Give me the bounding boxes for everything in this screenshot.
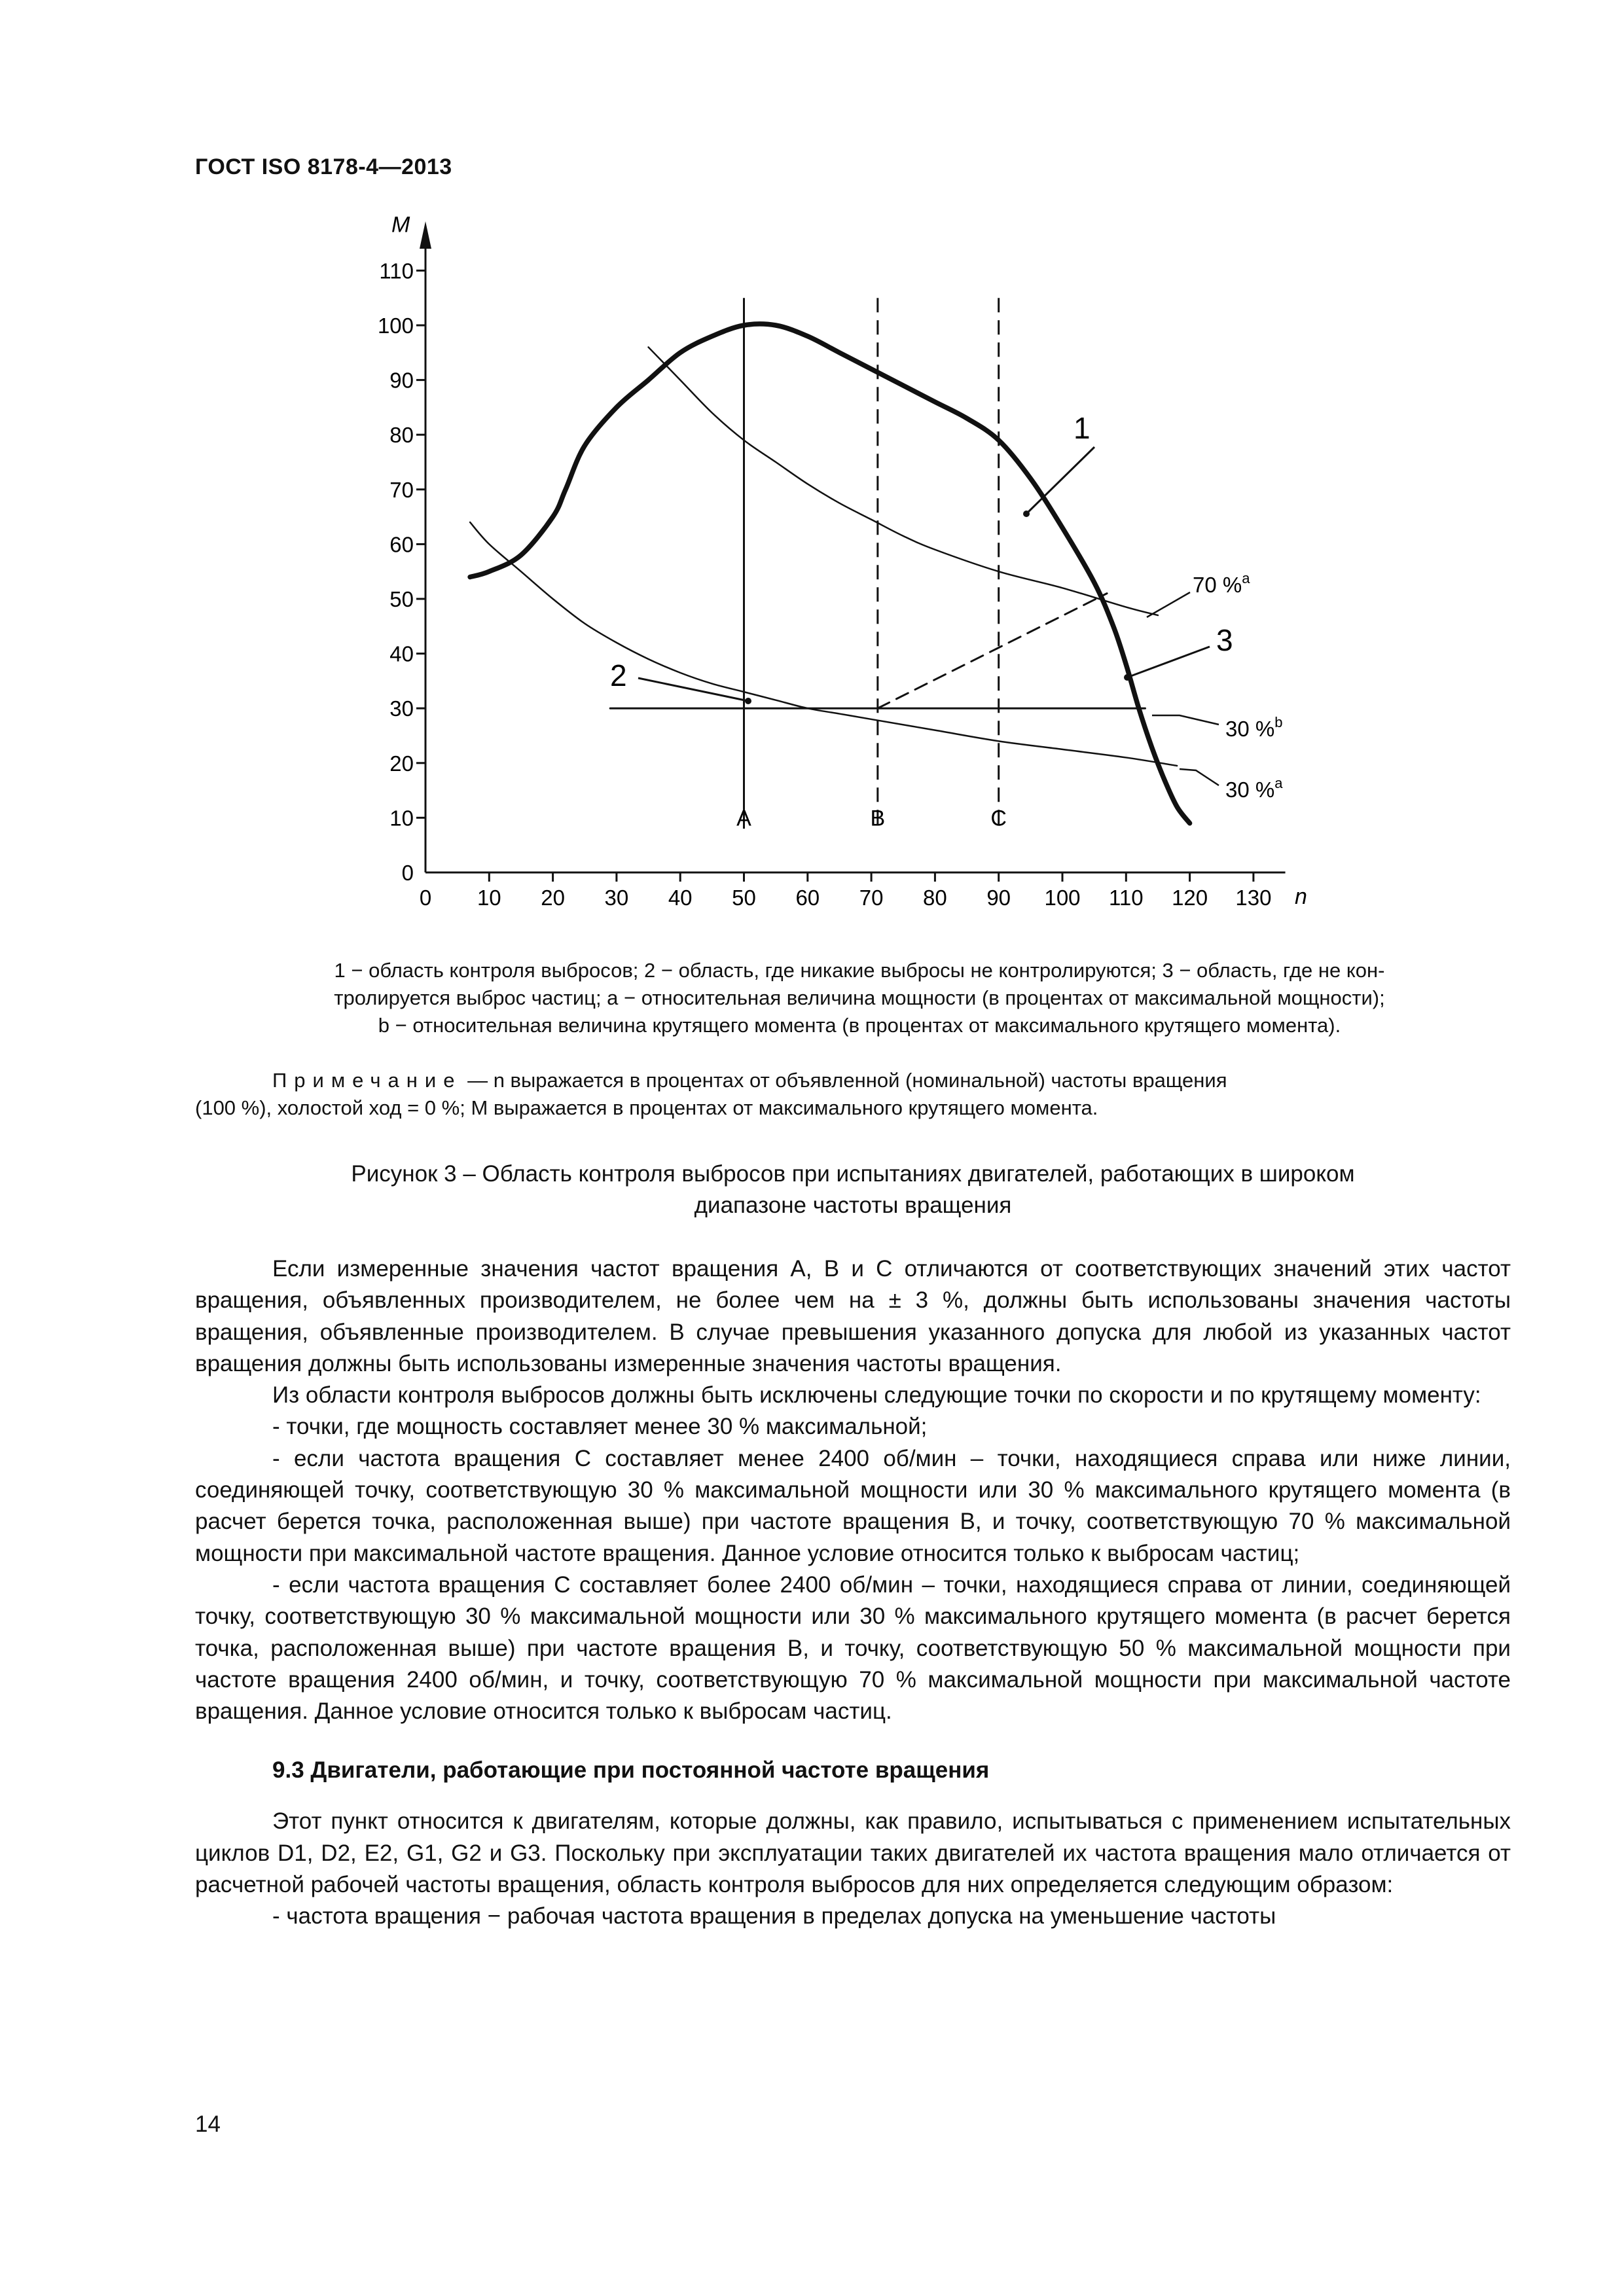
list-item: - точки, где мощность составляет менее 30 % максимальной; (272, 1414, 928, 1440)
label-1-dot (1023, 511, 1030, 517)
label-30-percent-a: 30 %$^a$ (1225, 775, 1283, 802)
label-3-leader (1127, 647, 1210, 677)
label-1: 1 (1074, 411, 1091, 445)
x-tick-label: 40 (668, 886, 693, 910)
label-2: 2 (610, 658, 627, 692)
label-3: 3 (1216, 623, 1233, 657)
y-axis-arrow (420, 221, 431, 249)
section-heading: 9.3 Двигатели, работающие при постоянной частоте вращения (272, 1757, 990, 1784)
y-tick-label: 20 (389, 751, 414, 776)
x-tick-label: 50 (732, 886, 756, 910)
legend-line-1: 1 − область контроля выбросов; 2 − область, где никакие выбросы не контролируются; 3 − область, где не кон- (334, 959, 1385, 982)
figure-title-line-2: диапазоне частоты вращения (694, 1193, 1012, 1218)
list-item: - частота вращения − рабочая частота вращения в пределах допуска на уменьшение частоты (272, 1903, 1276, 1929)
x-tick-label: 130 (1235, 886, 1272, 910)
label-3-dot (1124, 674, 1130, 681)
note-label: Примечание (272, 1069, 462, 1092)
legend-line-2: тролируется выброс частиц; a − относительная величина мощности (в процентах от максимальной мощности); (334, 986, 1385, 1009)
x-tick-label: 10 (477, 886, 501, 910)
label-1-leader (1026, 447, 1094, 514)
y-tick-label: 30 (389, 696, 414, 721)
note-line-2: (100 %), холостой ход = 0 %; M выражается в процентах от максимального крутящего момента. (195, 1096, 1098, 1119)
x-tick-label: 100 (1044, 886, 1081, 910)
label-30b-leader (1152, 715, 1219, 725)
x-tick-label: 80 (923, 886, 947, 910)
y-tick-label: 110 (379, 259, 414, 283)
body-text (195, 1253, 1511, 1933)
label-70-percent-a: 70 %$^a$ (1193, 570, 1250, 597)
footnote-marker: b (1274, 714, 1283, 730)
y-tick-label: 40 (389, 641, 414, 666)
vertical-line-label: B (870, 806, 886, 831)
figure-legend (208, 957, 1511, 1039)
y-tick-label: 50 (389, 587, 414, 611)
figure-title-line-1: Рисунок 3 – Область контроля выбросов при испытаниях двигателей, работающих в широком (351, 1161, 1355, 1187)
x-tick-label: 30 (604, 886, 629, 910)
power-30-curve (470, 522, 1177, 766)
label-30-percent-b: 30 %$^b$ (1225, 714, 1283, 741)
y-tick-label: 80 (389, 423, 414, 448)
y-tick-label: 0 (401, 861, 414, 885)
y-tick-label: 10 (389, 806, 414, 831)
list-item: - если частота вращения С составляет менее 2400 об/мин – точки, находящиеся справа или ниже линии, соединяющей точку, соответствующую 30 % максимальной мощности или 30 % максимального крутящего момента (в расчет берется точка, расположенная выше) при частоте вращения В, и точку, соответствующую 70 % максимальной мощности при максимальной частоте вращения. Данное условие относится только к выбросам частиц; (195, 1445, 1511, 1566)
torque-curve (470, 324, 1189, 823)
paragraph: Если измеренные значения частот вращения А, В и С отличаются от соответствующих значений этих частот вращения, объявленных производителем, не более чем на ± 3 %, должны быть использованы значения частоты вращения, объявленные производителем. В случае превышения указанного допуска для любой из указанных частот вращения должны быть использованы измеренные значения частоты вращения. (195, 1256, 1511, 1376)
vertical-line-label: C (990, 806, 1007, 831)
note-line-1: n выражается в процентах от объявленной (номинальной) частоты вращения (493, 1069, 1227, 1092)
x-tick-label: 120 (1172, 886, 1208, 910)
x-tick-label: 70 (859, 886, 884, 910)
footnote-marker: a (1242, 570, 1250, 586)
label-30a-leader (1180, 769, 1219, 785)
boundary-dashed-line (878, 594, 1107, 709)
vertical-line-label: A (736, 806, 751, 831)
y-tick-label: 100 (377, 314, 414, 338)
y-tick-label: 90 (389, 368, 414, 393)
note-dash: — (467, 1069, 488, 1092)
figure-note (195, 1067, 1511, 1122)
label-70a-leader (1147, 592, 1190, 617)
footnote-marker: a (1274, 775, 1283, 791)
label-2-dot (745, 698, 751, 704)
x-tick-label: 60 (795, 886, 820, 910)
y-axis-label: M (391, 212, 410, 238)
x-tick-label: 0 (419, 886, 432, 910)
page-number: 14 (195, 2111, 221, 2137)
legend-line-3: b − относительная величина крутящего момента (в процентах от максимального крутящего момента). (378, 1014, 1341, 1037)
emission-control-chart (0, 0, 1624, 956)
paragraph: Этот пункт относится к двигателям, которые должны, как правило, испытываться с применением испытательных циклов D1, D2, E2, G1, G2 и G3. Поскольку при эксплуатации таких двигателей их частота вращения мало отличается от расчетной рабочей частоты вращения, область контроля выбросов для них определяется следующим образом: (195, 1808, 1511, 1898)
x-tick-label: 90 (986, 886, 1011, 910)
x-tick-label: 110 (1108, 886, 1144, 910)
y-tick-label: 60 (389, 532, 414, 557)
paragraph: Из области контроля выбросов должны быть исключены следующие точки по скорости и по крутящему моменту: (272, 1382, 1481, 1408)
y-tick-label: 70 (389, 477, 414, 502)
document-code: ГОСТ ISO 8178-4—2013 (195, 154, 452, 179)
x-axis-label: n (1295, 884, 1307, 909)
x-tick-label: 20 (541, 886, 565, 910)
figure-title (195, 1158, 1511, 1221)
list-item: - если частота вращения С составляет более 2400 об/мин – точки, находящиеся справа от линии, соединяющей точку, соответствующую 30 % максимальной мощности или 30 % максимального крутящего момента (в расчет берется точка, расположенная выше) при частоте вращения В, и точку, соответствующую 50 % максимальной мощности при частоте вращения 2400 об/мин, и точку, соответствующую 70 % максимальной мощности при максимальной частоте вращения. Данное условие относится только к выбросам частиц. (195, 1571, 1511, 1725)
